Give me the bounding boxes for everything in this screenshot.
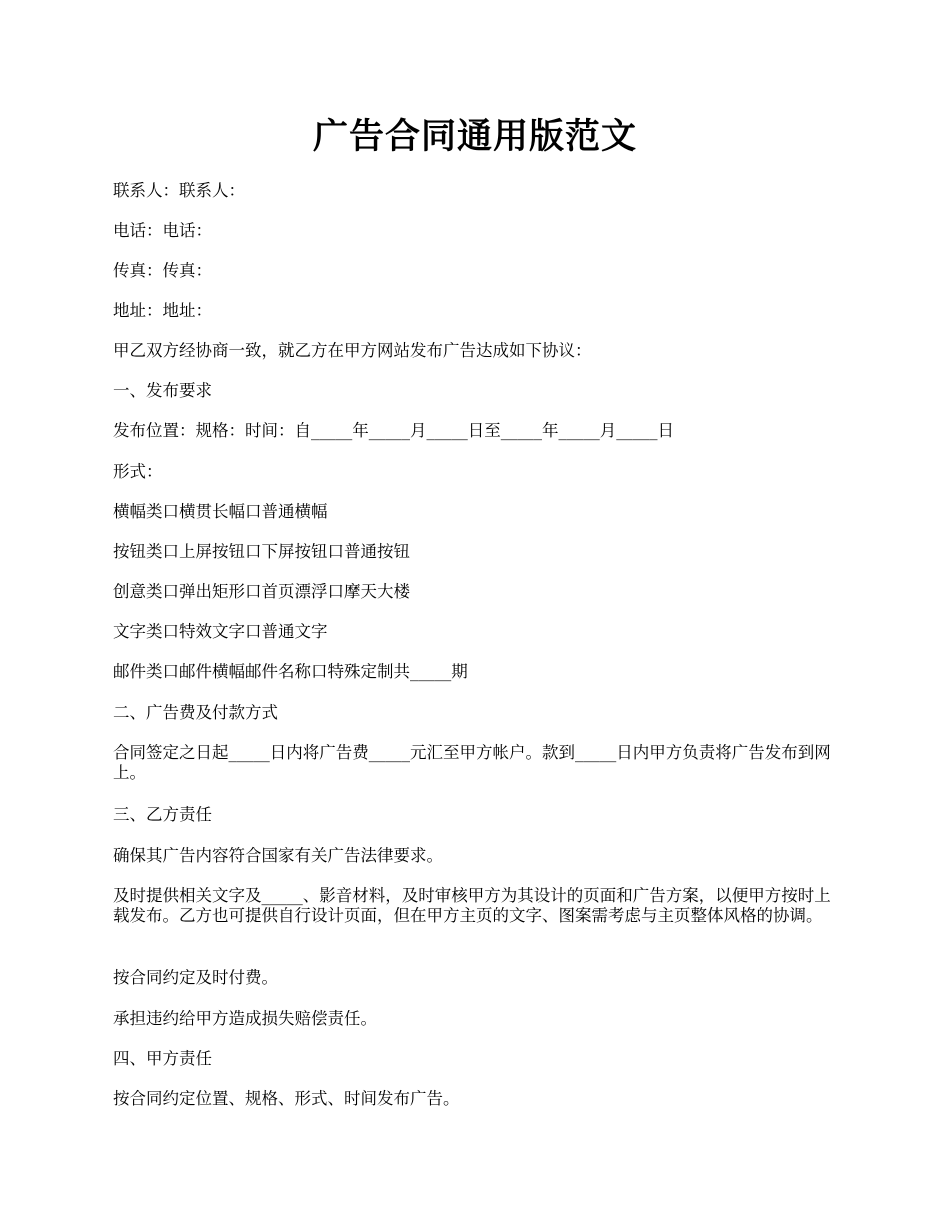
contact-line: 联系人：联系人： xyxy=(113,181,245,200)
email-options: 邮件类口邮件横幅邮件名称口特殊定制共_____期 xyxy=(113,662,468,681)
party-b-duty-3: 按合同约定及时付费。 xyxy=(113,968,278,987)
party-b-duty-2: 及时提供相关文字及_____、影音材料，及时审核甲方为其设计的页面和广告方案，以便甲方按时上载发布。乙方也可提供自行设计页面，但在甲方主页的文字、图案需考虑与主页整体风格的协调。 xyxy=(113,886,831,925)
section-heading-2: 二、广告费及付款方式 xyxy=(113,703,278,722)
phone-line: 电话：电话： xyxy=(113,221,212,240)
address-line: 地址：地址： xyxy=(113,301,212,320)
party-b-duty-1: 确保其广告内容符合国家有关广告法律要求。 xyxy=(113,846,443,865)
section-heading-4: 四、甲方责任 xyxy=(113,1049,212,1068)
party-a-duty-1: 按合同约定位置、规格、形式、时间发布广告。 xyxy=(113,1089,460,1108)
button-options: 按钮类口上屏按钮口下屏按钮口普通按钮 xyxy=(113,542,410,561)
publish-position-line: 发布位置：规格：时间：自_____年_____月_____日至_____年_____月_____日 xyxy=(113,421,674,440)
section-heading-1: 一、发布要求 xyxy=(113,381,212,400)
payment-paragraph: 合同签定之日起_____日内将广告费_____元汇至甲方帐户。款到_____日内甲方负责将广告发布到网上。 xyxy=(113,743,831,782)
agreement-intro: 甲乙双方经协商一致，就乙方在甲方网站发布广告达成如下协议： xyxy=(113,341,592,360)
banner-options: 横幅类口横贯长幅口普通横幅 xyxy=(113,502,328,521)
party-b-duty-4: 承担违约给甲方造成损失赔偿责任。 xyxy=(113,1009,377,1028)
format-label: 形式： xyxy=(113,462,163,481)
fax-line: 传真：传真： xyxy=(113,261,212,280)
section-heading-3: 三、乙方责任 xyxy=(113,805,212,824)
text-options: 文字类口特效文字口普通文字 xyxy=(113,622,328,641)
document-title: 广告合同通用版范文 xyxy=(312,116,637,157)
creative-options: 创意类口弹出矩形口首页漂浮口摩天大楼 xyxy=(113,582,410,601)
